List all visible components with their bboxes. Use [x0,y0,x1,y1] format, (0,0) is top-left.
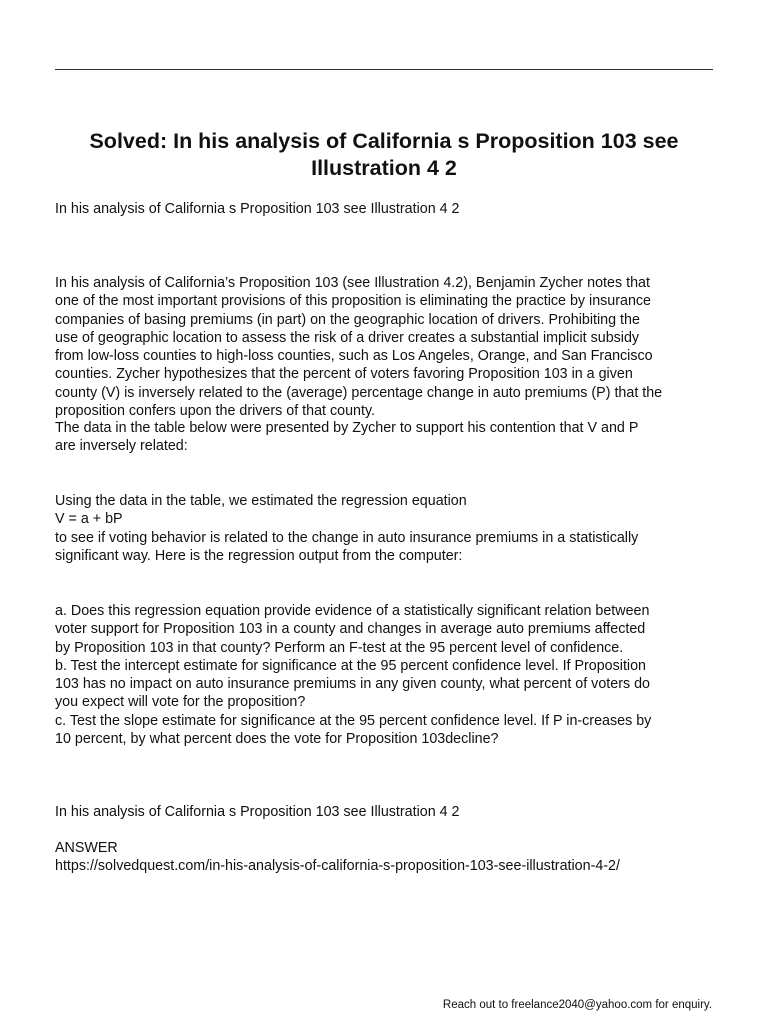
subtitle: In his analysis of California s Proposition 103 see Illustration 4 2 [55,201,460,217]
data-note-line: The data in the table below were presented by Zycher to support his contention that V and P [55,420,639,436]
regression-line: to see if voting behavior is related to the change in auto insurance premiums in a statistically [55,529,639,546]
answer-link[interactable]: https://solvedquest.com/in-his-analysis-of-california-s-proposition-103-see-illustration-4-2/ [55,858,620,875]
question-line: by Proposition 103 in that county? Perform an F-test at the 95 percent level of confidence. [55,639,624,656]
page-title [55,128,713,182]
data-note-line: are inversely related: [55,438,188,455]
regression-line: significant way. Here is the regression output from the computer: [55,547,463,564]
answer-label: ANSWER [55,840,118,856]
regression-line: Using the data in the table, we estimated the regression equation [55,493,467,509]
regression-equation: V = a + bP [55,511,123,528]
intro-line: proposition confers upon the drivers of that county. [55,403,376,420]
question-line: you expect will vote for the proposition? [55,694,306,711]
intro-line: one of the most important provisions of this proposition is eliminating the practice by insurance [55,293,652,310]
intro-paragraph [55,274,720,420]
answer-section [55,839,720,876]
question-line: 103 has no impact on auto insurance premiums in any given county, what percent of voters do [55,676,650,693]
intro-line: from low-loss counties to high-loss counties, such as Los Angeles, Orange, and San Francisco [55,348,653,365]
intro-line: In his analysis of California’s Proposition 103 (see Illustration 4.2), Benjamin Zycher notes that [55,275,650,291]
data-note-paragraph [55,419,720,456]
question-line: b. Test the intercept estimate for significance at the 95 percent confidence level. If Proposition [55,657,647,674]
questions-list [55,602,720,748]
question-line: 10 percent, by what percent does the vote for Proposition 103decline? [55,731,499,748]
question-line: voter support for Proposition 103 in a county and changes in average auto premiums affected [55,621,646,638]
subtitle-repeat: In his analysis of California s Proposition 103 see Illustration 4 2 [55,804,460,820]
intro-line: counties. Zycher hypothesizes that the percent of voters favoring Proposition 103 in a given [55,366,633,383]
title-line: Solved: In his analysis of California s Proposition 103 see [89,129,679,153]
regression-paragraph [55,492,720,565]
footer-contact: Reach out to freelance2040@yahoo.com for enquiry. [442,999,712,1011]
question-line: a. Does this regression equation provide evidence of a statistically significant relation between [55,603,650,619]
question-line: c. Test the slope estimate for significance at the 95 percent confidence level. If P in-creases by [55,712,652,729]
intro-line: county (V) is inversely related to the (average) percentage change in auto premiums (P) that the [55,384,663,401]
header-rule [55,69,713,70]
intro-line: use of geographic location to assess the risk of a driver creates a substantial implicit subsidy [55,329,640,346]
title-line: Illustration 4 2 [311,156,457,180]
intro-line: companies of basing premiums (in part) on the geographic location of drivers. Prohibiting the [55,311,640,328]
